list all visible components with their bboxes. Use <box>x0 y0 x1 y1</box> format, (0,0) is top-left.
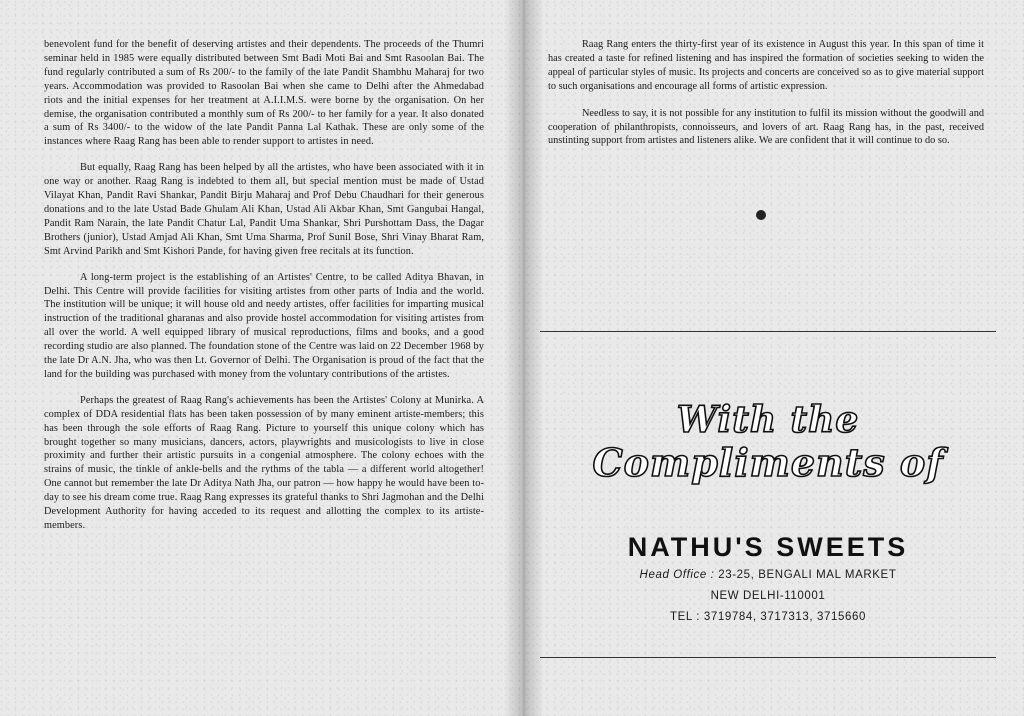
paragraph: But equally, Raag Rang has been helped by all the artistes, who have been associated with it in one way or another. Raag Rang is indebted to them all, but special mention must be made of Ustad Vilayat Khan, Pandit Ravi Shankar, Pandit Birju Maharaj and Prof Debu Chaudhari for their generous donations and to the late Ustad Bade Ghulam Ali Khan, Ustad Ali Akbar Khan, Smt Gangubai Hangal, Pandit Ram Narain, the late Pandit Chatur Lal, Pandit Uma Shankar, Shri Purshottam Dass, the Dagar Brothers (junior), Ustad Amjad Ali Khan, Smt Uma Sharma, Prof Sunil Bose, Shri Vinay Bharat Ram, Smt Arvind Parikh and Smt Kishori Pande, for having given free recitals at its function. <box>44 162 484 257</box>
left-page-text <box>44 38 484 545</box>
bullet-ornament <box>756 210 766 220</box>
paragraph: Perhaps the greatest of Raag Rang's achievements has been the Artistes' Colony at Munirka. A complex of DDA residential flats has been taken possession of by many eminent artiste-members; this has been through the sole efforts of Raag Rang. Picture to yourself this unique colony which has brought together so many musicians, dancers, actors, playwrights and musicologists to live in close proximity and further their artistic pursuits in a congenial atmosphere. The colony echoes with the strains of music, the tinkle of ankle-bells and the rythms of the tabla — a different world altogether! One cannot but remember the late Dr Aditya Nath Jha, our patron — how happy he would have been to-day to see his dream come true. Raag Rang expresses its grateful thanks to Shri Jagmohan and the Delhi Development Authority for having acceded to its request and allotting the complex to its artiste-members. <box>44 394 484 531</box>
address-line <box>540 567 996 584</box>
compliments-script-line1: With the <box>676 399 860 441</box>
paragraph: Raag Rang enters the thirty-first year of its existence in August this year. In this span of time it has created a taste for refined listening and has inspired the formation of societies seeking to widen the appeal of particular styles of music. Its projects and concerts are conceived so as to give material support to such organisations and encourage all forms of artistic expression. <box>548 39 984 92</box>
right-page-text <box>548 38 984 161</box>
address-label: Head Office : <box>639 569 715 581</box>
address-street: 23-25, BENGALI MAL MARKET <box>718 569 897 581</box>
address-city: NEW DELHI-110001 <box>710 590 826 602</box>
divider-rule <box>540 657 996 658</box>
page-gutter <box>504 0 544 716</box>
brand-name: NATHU'S SWEETS <box>627 532 909 562</box>
advertisement <box>540 400 996 626</box>
divider-rule <box>540 331 996 332</box>
compliments-script-line2: Compliments of <box>592 440 944 485</box>
paragraph: A long-term project is the establishing of an Artistes' Centre, to be called Aditya Bhavan, in Delhi. This Centre will provide facilities for visiting artistes from other parts of India and the world. The institution will be unique; it will house old and needy artistes, offer facilities for imparting musical instruction of the traditional gharanas and also provide hostel accommodation for visiting artistes from all over the world. A well equipped library of musical reproductions, films and books, and a good recording studio are also planned. The foundation stone of the Centre was laid on 22 December 1968 by the late Dr A.N. Jha, who was then Lt. Governor of Delhi. The Organisation is proud of the fact that the land for the building was purchased with money from the voluntary contributions of the artistes. <box>44 271 484 380</box>
phone-numbers: TEL : 3719784, 3717313, 3715660 <box>670 611 866 623</box>
paragraph: Needless to say, it is not possible for any institution to fulfil its mission without the goodwill and cooperation of philanthropists, connoisseurs, and lovers of art. Raag Rang has, in the past, received unstinting support from artistes and listeners alike. We are confident that it will continue to do so. <box>548 107 984 147</box>
paragraph: benevolent fund for the benefit of deserving artistes and their dependents. The proceeds of the Thumri seminar held in 1985 were equally distributed between Smt Badi Moti Bai and Smt Rasoolan Bai. The fund regularly contributed a sum of Rs 200/- to the family of the late Pandit Shambhu Maharaj for two years. Accommodation was provided to Rasoolan Bai when she came to Delhi after the Ahmedabad riots and the initial expenses for her treatment at A.I.I.M.S. were borne by the organisation. On her demise, the organisation contributed a monthly sum of Rs 200/- to her family for a year. It also donated a sum of Rs 3400/- to the widow of the late Pandit Panna Lal Kathak. These are only some of the instances where Raag Rang has been able to render support to artistes in need. <box>44 39 484 148</box>
